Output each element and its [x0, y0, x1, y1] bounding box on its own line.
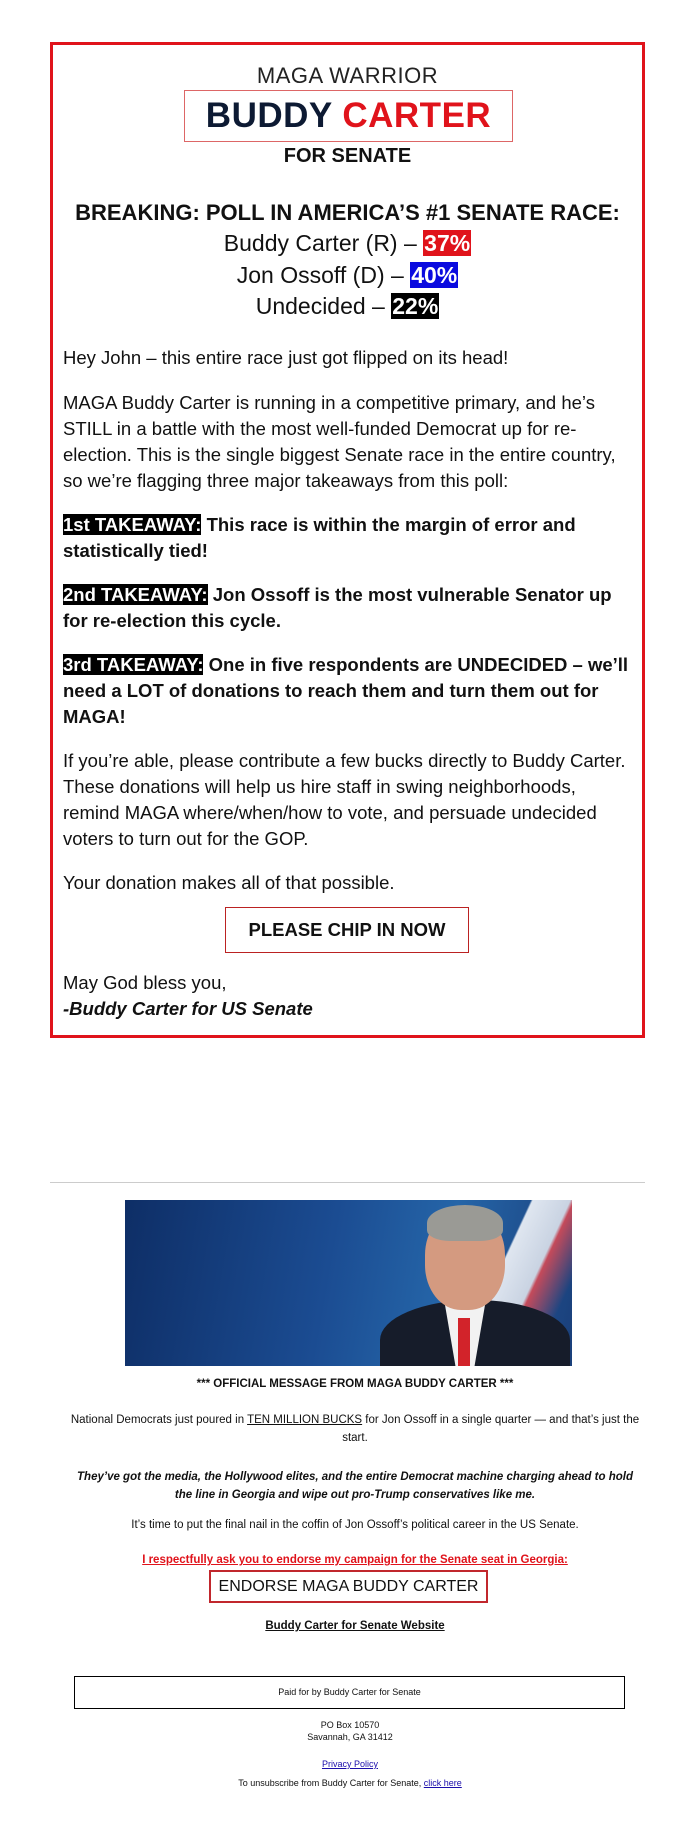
- unsubscribe-line: [0, 1777, 700, 1789]
- takeaway-tag: 1st TAKEAWAY:: [63, 514, 202, 535]
- logo-kicker: MAGA WARRIOR: [256, 63, 439, 88]
- takeaway-tag: 3rd TAKEAWAY:: [63, 654, 204, 675]
- takeaway-tag: 2nd TAKEAWAY:: [63, 584, 208, 605]
- takeaway-text: This race is within the margin of error and statistically tied!: [63, 514, 576, 561]
- takeaway-text: One in five respondents are UNDECIDED – we’ll need a LOT of donations to reach them and turn them out for MAGA!: [63, 654, 629, 727]
- paid-for-box: Paid for by Buddy Carter for Senate: [74, 1676, 625, 1709]
- ask-paragraph: If you’re able, please contribute a few bucks directly to Buddy Carter. These donations will help us hire staff in swing neighborhoods, remind MAGA where/when/how to vote, and persuade undecided voters to turn out for the GOP.: [63, 750, 626, 849]
- closing: May God bless you,: [63, 972, 227, 993]
- poll-value: 22%: [392, 293, 439, 319]
- text: To unsubscribe from Buddy Carter for Senate,: [238, 1778, 424, 1788]
- poll-value: 37%: [424, 230, 471, 256]
- poll-value: 40%: [411, 262, 458, 288]
- takeaway-3: [63, 652, 632, 730]
- chip-in-button[interactable]: PLEASE CHIP IN NOW: [225, 907, 469, 953]
- takeaway-1: [63, 512, 632, 564]
- intro-paragraph: MAGA Buddy Carter is running in a competitive primary, and he’s STILL in a battle with the most well-funded Democrat up for re-election. This is the single biggest Senate race in the entire country, so we’re flagging three major takeaways from this poll:: [63, 392, 616, 491]
- address-line-2: Savannah, GA 31412: [307, 1732, 393, 1742]
- logo-second: CARTER: [342, 96, 492, 135]
- possible-line: Your donation makes all of that possible.: [63, 872, 395, 893]
- text: National Democrats just poured in: [70, 1414, 248, 1426]
- takeaway-text: Jon Ossoff is the most vulnerable Senator up for re-election this cycle.: [63, 584, 612, 631]
- greeting: Hey John – this entire race just got flipped on its head!: [63, 347, 509, 368]
- official-message: *** OFFICIAL MESSAGE FROM MAGA BUDDY CARTER ***: [196, 1378, 514, 1390]
- endorse-ask-link[interactable]: I respectfully ask you to endorse my campaign for the Senate seat in Georgia:: [142, 1554, 568, 1566]
- address-line-1: PO Box 10570: [320, 1720, 380, 1730]
- footer-paragraph-3: It’s time to put the final nail in the coffin of Jon Ossoff’s political career in the US Senate.: [131, 1519, 579, 1531]
- poll-row: [53, 293, 642, 320]
- ten-million-link[interactable]: TEN MILLION BUCKS: [247, 1414, 363, 1426]
- email-card: [50, 42, 645, 1038]
- poll-headline: BREAKING: POLL IN AMERICA’S #1 SENATE RACE:: [75, 200, 620, 225]
- footer-paragraph-1: [70, 1411, 640, 1447]
- website-link[interactable]: Buddy Carter for Senate Website: [265, 1620, 445, 1632]
- endorse-button[interactable]: ENDORSE MAGA BUDDY CARTER: [209, 1570, 488, 1603]
- footer-paragraph-2: They’ve got the media, the Hollywood elites, and the entire Democrat machine charging ahead to hold the line in Georgia and wipe out pro-Trump conservatives like me.: [77, 1471, 633, 1501]
- signature: -Buddy Carter for US Senate: [63, 998, 313, 1019]
- tie: [458, 1318, 470, 1366]
- unsubscribe-link[interactable]: click here: [423, 1778, 462, 1788]
- poll-label: Buddy Carter (R) –: [223, 230, 424, 256]
- candidate-photo: [125, 1200, 572, 1366]
- poll-label: Jon Ossoff (D) –: [236, 262, 411, 288]
- logo-subtitle: FOR SENATE: [283, 145, 412, 167]
- poll-row: [53, 262, 642, 289]
- poll-label: Undecided –: [255, 293, 392, 319]
- hair: [427, 1205, 503, 1241]
- privacy-policy-link[interactable]: Privacy Policy: [321, 1759, 378, 1769]
- divider: [50, 1182, 645, 1183]
- logo-first: BUDDY: [205, 96, 333, 135]
- poll-row: [53, 230, 642, 257]
- text: for Jon Ossoff in a single quarter — and that’s just the start.: [342, 1414, 640, 1444]
- takeaway-2: [63, 582, 632, 634]
- logo: [184, 90, 513, 142]
